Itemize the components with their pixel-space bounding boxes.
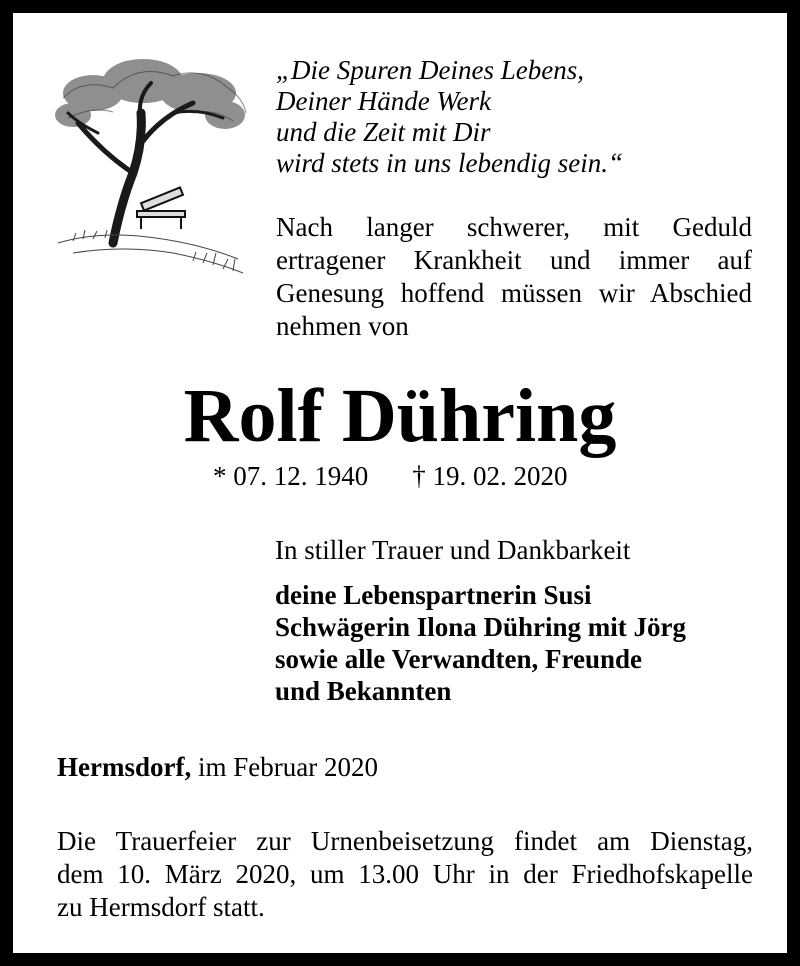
intro-line: ertragener Krankheit und immer auf <box>276 245 752 275</box>
funeral-info <box>57 825 753 924</box>
notice-date: im Februar 2020 <box>197 752 378 782</box>
mourner-line: und Bekannten <box>275 676 452 706</box>
intro-line: Genesung hoffend müssen wir Abschied <box>276 278 752 308</box>
birth-date: * 07. 12. 1940 <box>213 461 369 491</box>
intro-line: Nach langer schwerer, mit Geduld <box>276 212 752 242</box>
intro-text <box>276 211 752 343</box>
funeral-line: zu Hermsdorf statt. <box>57 892 265 922</box>
town: Hermsdorf, <box>57 752 192 782</box>
deceased-name: Rolf Dühring <box>183 374 617 458</box>
funeral-line: dem 10. März 2020, um 13.00 Uhr in der Friedhofskapelle <box>57 859 753 889</box>
mourner-line: deine Lebenspartnerin Susi <box>275 580 592 610</box>
tree-with-bench-illustration <box>53 53 249 283</box>
quote-line: Deiner Hände Werk <box>276 86 491 116</box>
mourner-line: Schwägerin Ilona Dühring mit Jörg <box>275 612 687 642</box>
mourning-phrase: In stiller Trauer und Dankbarkeit <box>275 535 631 565</box>
funeral-line: Die Trauerfeier zur Urnenbeisetzung findet am Dienstag, <box>57 826 753 856</box>
mourner-line: sowie alle Verwandten, Freunde <box>275 644 643 674</box>
quote-line: „Die Spuren Deines Lebens, <box>276 55 584 85</box>
death-date: † 19. 02. 2020 <box>412 461 568 491</box>
mourners-list <box>275 579 686 707</box>
quote-line: und die Zeit mit Dir <box>276 117 491 147</box>
quote <box>276 55 623 179</box>
intro-line: nehmen von <box>276 311 409 341</box>
place-date <box>57 751 378 783</box>
life-dates <box>213 460 568 492</box>
quote-line: wird stets in uns lebendig sein.“ <box>276 148 624 178</box>
obituary-notice <box>13 13 787 953</box>
